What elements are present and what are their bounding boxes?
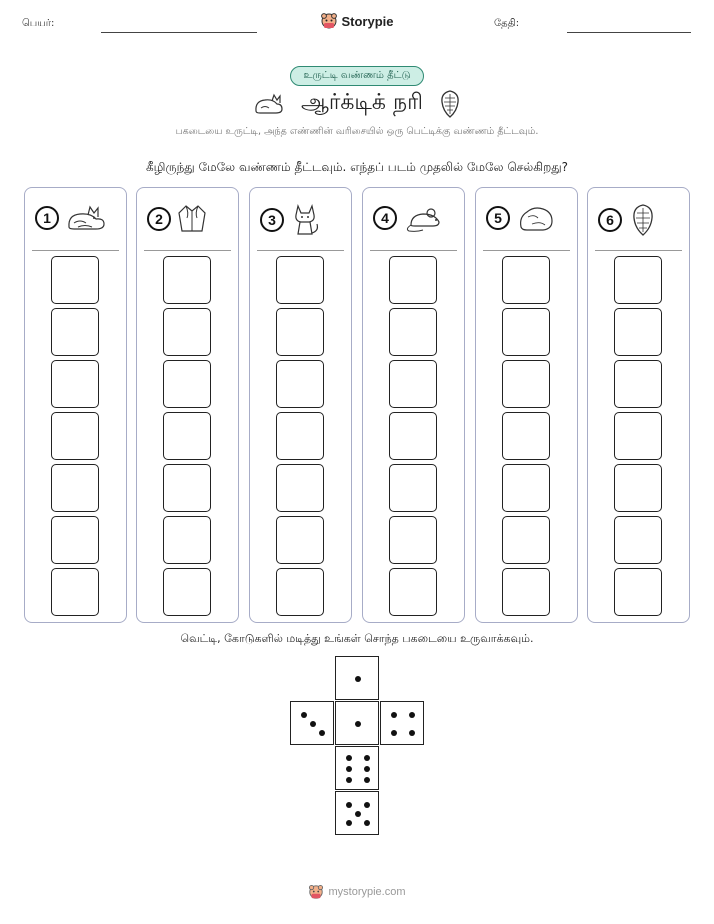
name-line [101,32,257,33]
dice-face-1 [335,701,379,745]
color-box[interactable] [502,464,550,512]
arctic-fox-icon [65,203,107,233]
activity-badge: உருட்டி வண்ணம் தீட்டு [290,66,423,86]
dice-pip [409,730,415,736]
color-box[interactable] [502,516,550,564]
color-box[interactable] [276,568,324,616]
dice-pip [319,730,325,736]
dice-face-6 [335,746,379,790]
dice-pip [346,777,352,783]
color-box[interactable] [389,412,437,460]
dice-net [290,656,424,835]
color-box[interactable] [163,568,211,616]
color-box[interactable] [389,308,437,356]
color-box[interactable] [51,516,99,564]
dice-pip [409,712,415,718]
color-box[interactable] [163,464,211,512]
snowshoe-icon [439,89,461,119]
dice-pip [364,777,370,783]
sleeping-fox-icon [253,92,285,116]
color-box[interactable] [614,516,662,564]
color-box[interactable] [51,360,99,408]
color-box[interactable] [51,308,99,356]
color-box[interactable] [614,360,662,408]
date-label: தேதி: [494,18,520,29]
dice-pip [364,766,370,772]
color-box[interactable] [163,516,211,564]
brand-logo [0,12,714,30]
color-box[interactable] [389,568,437,616]
dice-pip [346,820,352,826]
color-box[interactable] [502,412,550,460]
question: கீழிருந்து மேலே வண்ணம் தீட்டவும். எந்தப் படம் முதலில் மேலே செல்கிறது? [145,160,569,174]
dice-face-5 [335,791,379,835]
column-4 [362,187,465,623]
dice-pip [355,676,361,682]
dice-pip [355,721,361,727]
column-1 [24,187,127,623]
page-title: ஆர்க்டிக் நரி [301,90,423,115]
color-box[interactable] [276,516,324,564]
dice-pip [364,802,370,808]
color-box[interactable] [614,256,662,304]
color-box[interactable] [163,308,211,356]
dice-pip [346,802,352,808]
date-line [567,32,691,33]
dice-pip [364,755,370,761]
color-box[interactable] [51,412,99,460]
column-number: 3 [260,208,284,232]
color-box[interactable] [276,360,324,408]
color-box[interactable] [614,308,662,356]
color-box[interactable] [502,308,550,356]
color-box[interactable] [276,412,324,460]
color-box[interactable] [276,464,324,512]
rock-icon [516,203,556,233]
storypie-mascot-icon [320,12,338,30]
color-box[interactable] [614,464,662,512]
footer [0,884,714,900]
color-box[interactable] [51,464,99,512]
dice-pip [301,712,307,718]
dice-instruction: வெட்டி, கோடுகளில் மடித்து உங்கள் சொந்த பகடையை உருவாக்கவும். [180,632,534,645]
fur-coat-icon [177,203,207,235]
column-number: 4 [373,206,397,230]
footer-url: mystorypie.com [328,886,406,898]
dice-pip [364,820,370,826]
column-number: 1 [35,206,59,230]
color-box[interactable] [276,256,324,304]
color-box[interactable] [276,308,324,356]
fox-cub-icon [290,203,320,237]
color-columns [24,187,690,623]
color-box[interactable] [389,256,437,304]
mouse-icon [403,203,447,233]
dice-face-1 [335,656,379,700]
snowshoe-icon [628,203,658,237]
column-5 [475,187,578,623]
brand-name: Storypie [341,13,394,29]
dice-pip [346,766,352,772]
storypie-mascot-icon [308,884,324,900]
column-number: 2 [147,207,171,231]
color-box[interactable] [389,516,437,564]
column-2 [136,187,239,623]
color-box[interactable] [614,568,662,616]
color-box[interactable] [389,360,437,408]
color-box[interactable] [163,256,211,304]
color-box[interactable] [163,412,211,460]
color-box[interactable] [51,568,99,616]
dice-face-2 [290,701,334,745]
color-box[interactable] [502,568,550,616]
color-box[interactable] [389,464,437,512]
dice-pip [346,755,352,761]
name-label: பெயர்: [22,18,55,29]
dice-pip [355,811,361,817]
dice-pip [391,730,397,736]
color-box[interactable] [502,256,550,304]
dice-pip [310,721,316,727]
dice-pip [391,712,397,718]
dice-face-4 [380,701,424,745]
color-box[interactable] [51,256,99,304]
color-box[interactable] [502,360,550,408]
color-box[interactable] [614,412,662,460]
column-number: 6 [598,208,622,232]
column-3 [249,187,352,623]
subtitle: பகடையை உருட்டி, அந்த எண்ணின் வரிசையில் ஒரு பெட்டிக்கு வண்ணம் தீட்டவும். [175,126,539,137]
color-box[interactable] [163,360,211,408]
column-6 [587,187,690,623]
column-number: 5 [486,206,510,230]
